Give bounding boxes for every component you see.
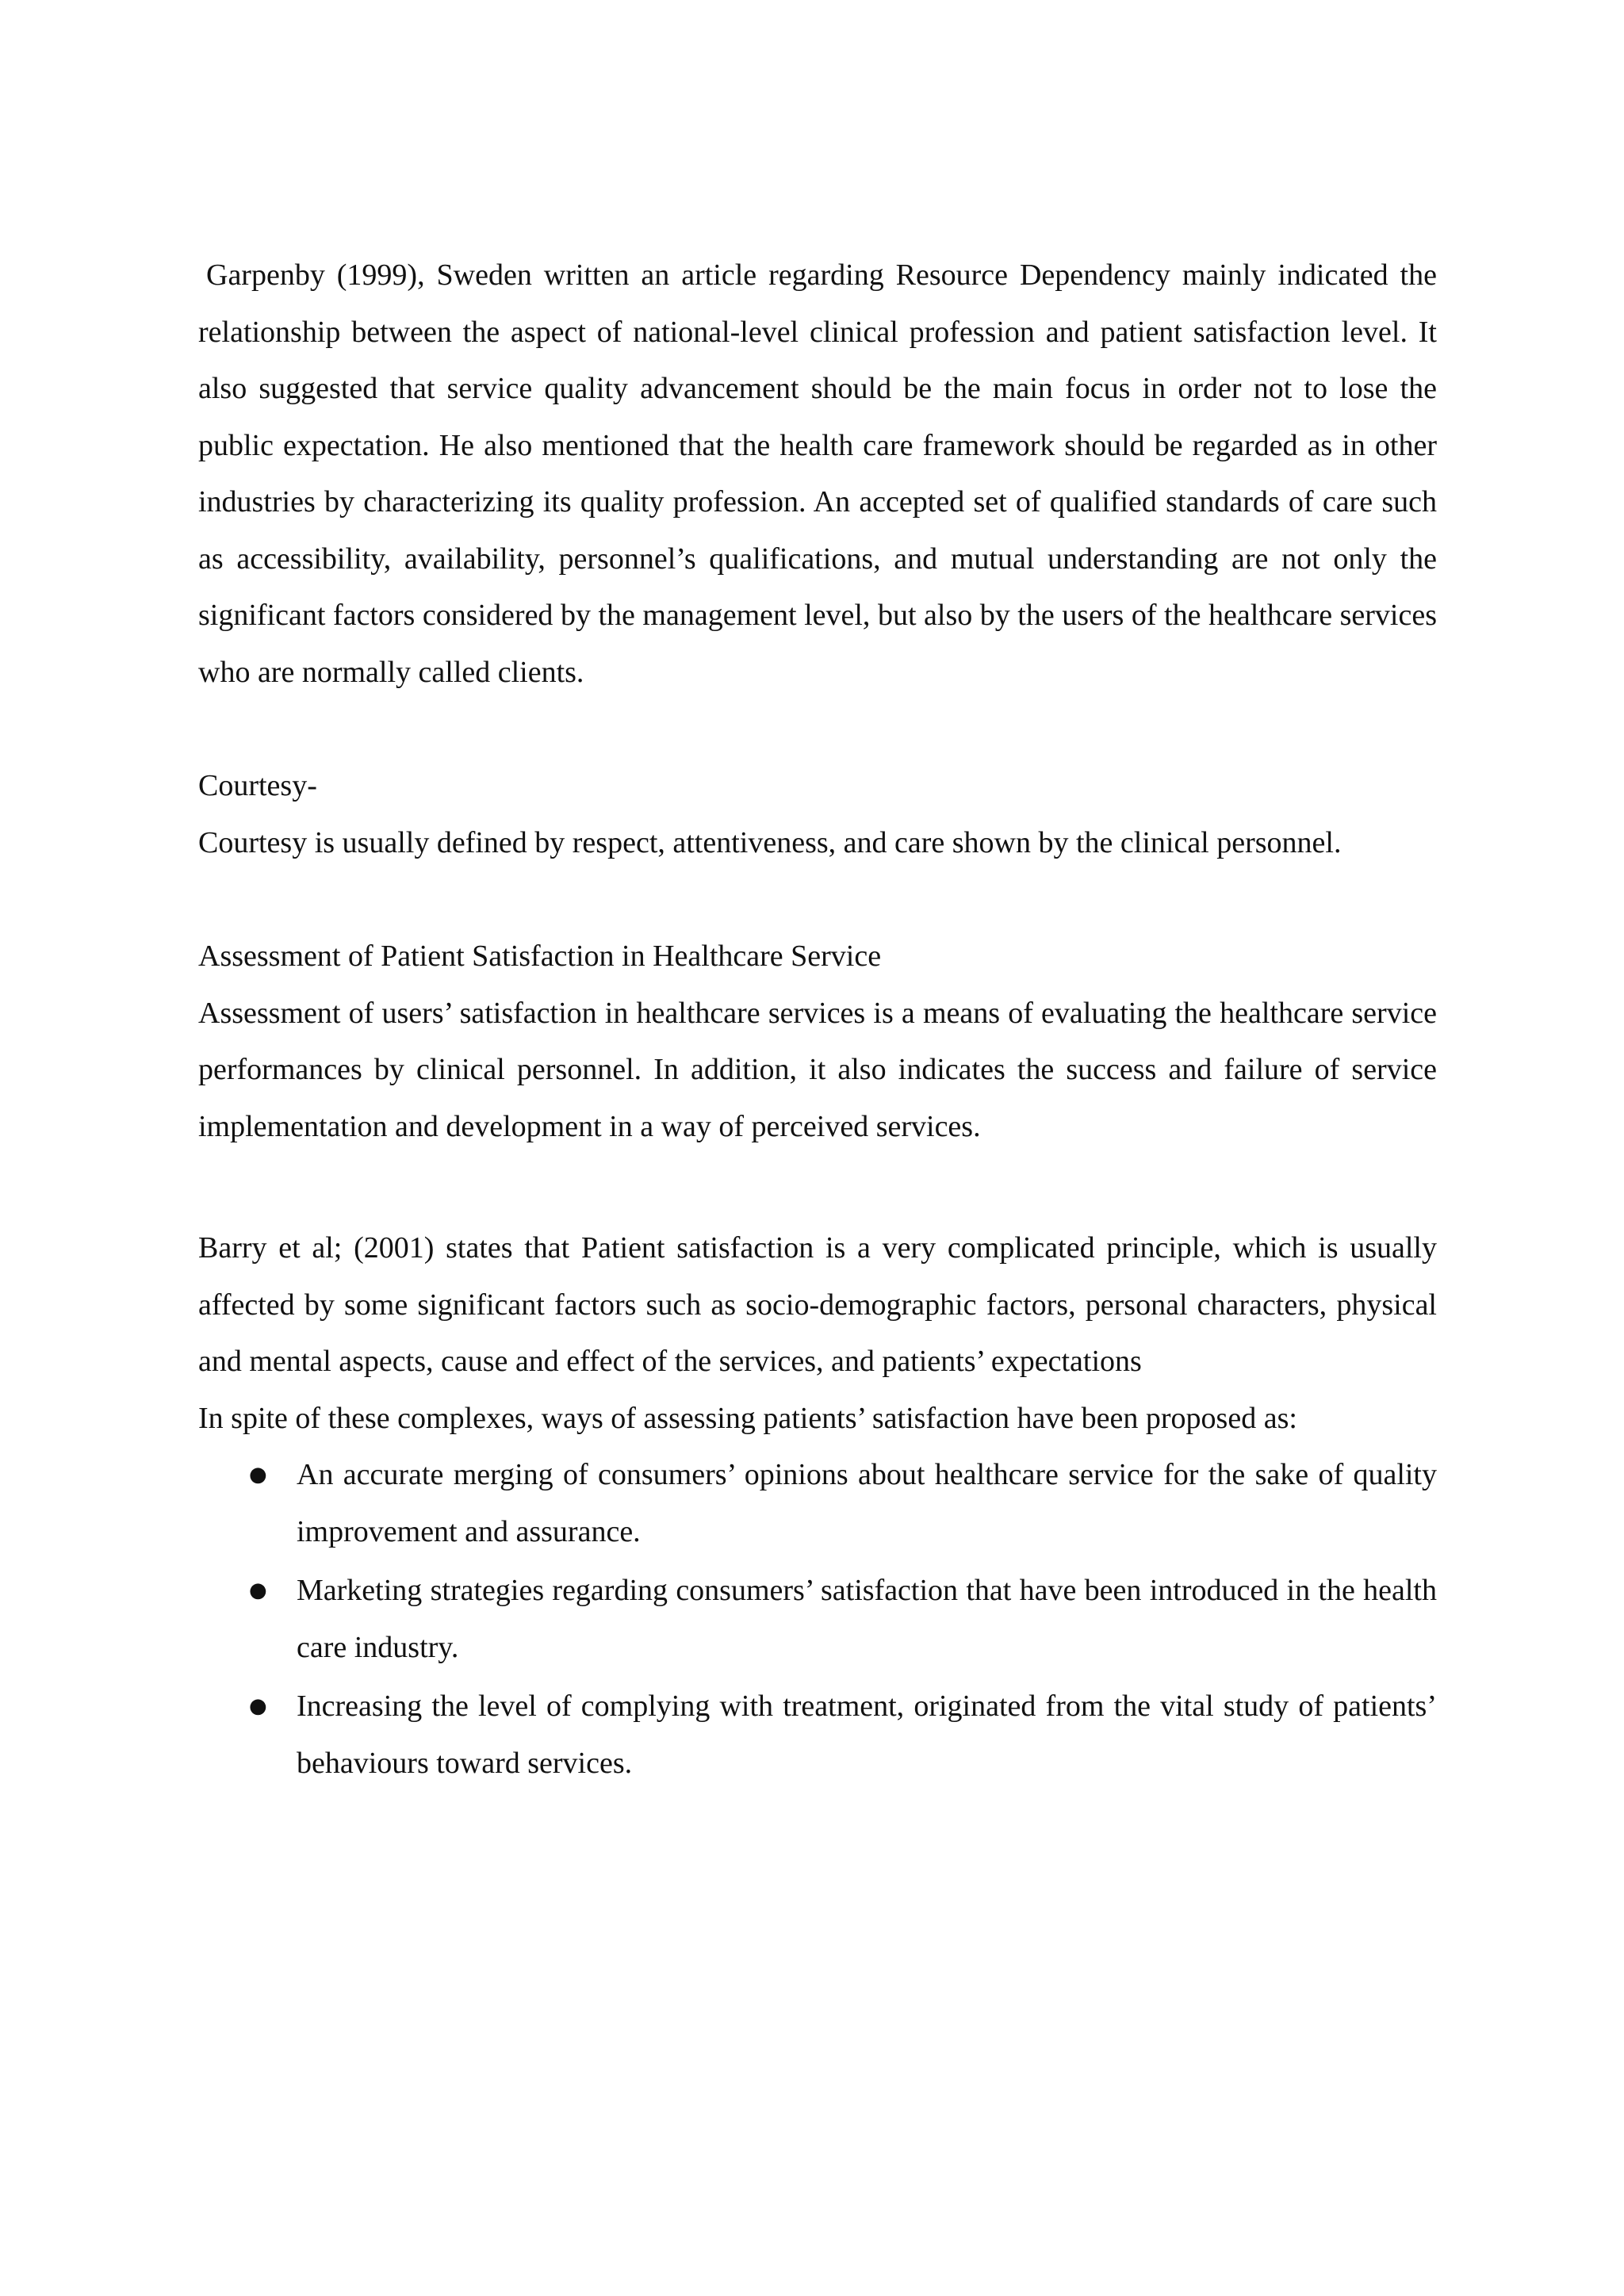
list-item <box>198 1678 1437 1792</box>
spacer <box>198 1155 1437 1220</box>
heading-assessment: Assessment of Patient Satisfaction in Healthcare Service <box>198 939 882 973</box>
list-item-text: Marketing strategies regarding consumers’ satisfaction that have been introduced in the health care industry. <box>297 1574 1437 1664</box>
spacer <box>198 871 1437 928</box>
bullet-icon: ● <box>249 1578 267 1602</box>
bullet-icon: ● <box>249 1694 267 1718</box>
paragraph-courtesy: Courtesy is usually defined by respect, attentiveness, and care shown by the clinical personnel. <box>198 825 1342 859</box>
list-item-text: An accurate merging of consumers’ opinions about healthcare service for the sake of quality improvement and assurance. <box>297 1458 1437 1548</box>
list-item-text: Increasing the level of complying with treatment, originated from the vital study of patients’ behaviours toward services. <box>297 1689 1437 1780</box>
heading-courtesy: Courtesy- <box>198 769 317 802</box>
bullet-list <box>198 1447 1437 1792</box>
bullet-icon: ● <box>249 1463 267 1487</box>
paragraph-barry: Barry et al; (2001) states that Patient satisfaction is a very complicated principle, which is usually affected by some significant factors such as socio-demographic factors, personal characters, physical and mental aspects, cause and effect of the services, and patients’ expectations <box>198 1231 1437 1378</box>
document-page <box>198 247 1437 1794</box>
spacer <box>198 701 1437 758</box>
paragraph-assessment: Assessment of users’ satisfaction in healthcare services is a means of evaluating the healthcare service performances by clinical personnel. In addition, it also indicates the success and failure of service implementation and development in a way of perceived services. <box>198 996 1437 1143</box>
paragraph-in-spite: In spite of these complexes, ways of assessing patients’ satisfaction have been proposed as: <box>198 1401 1297 1435</box>
paragraph-garpenby: Garpenby (1999), Sweden written an article regarding Resource Dependency mainly indicated the relationship between the aspect of national-level clinical profession and patient satisfaction level. It also suggested that service quality advancement should be the main focus in order not to lose the public expectation. He also mentioned that the health care framework should be regarded as in other industries by characterizing its quality profession. An accepted set of qualified standards of care such as accessibility, availability, personnel’s qualifications, and mutual understanding are not only the significant factors considered by the management level, but also by the users of the healthcare services who are normally called clients. <box>198 258 1437 689</box>
list-item <box>198 1447 1437 1560</box>
list-item <box>198 1563 1437 1676</box>
